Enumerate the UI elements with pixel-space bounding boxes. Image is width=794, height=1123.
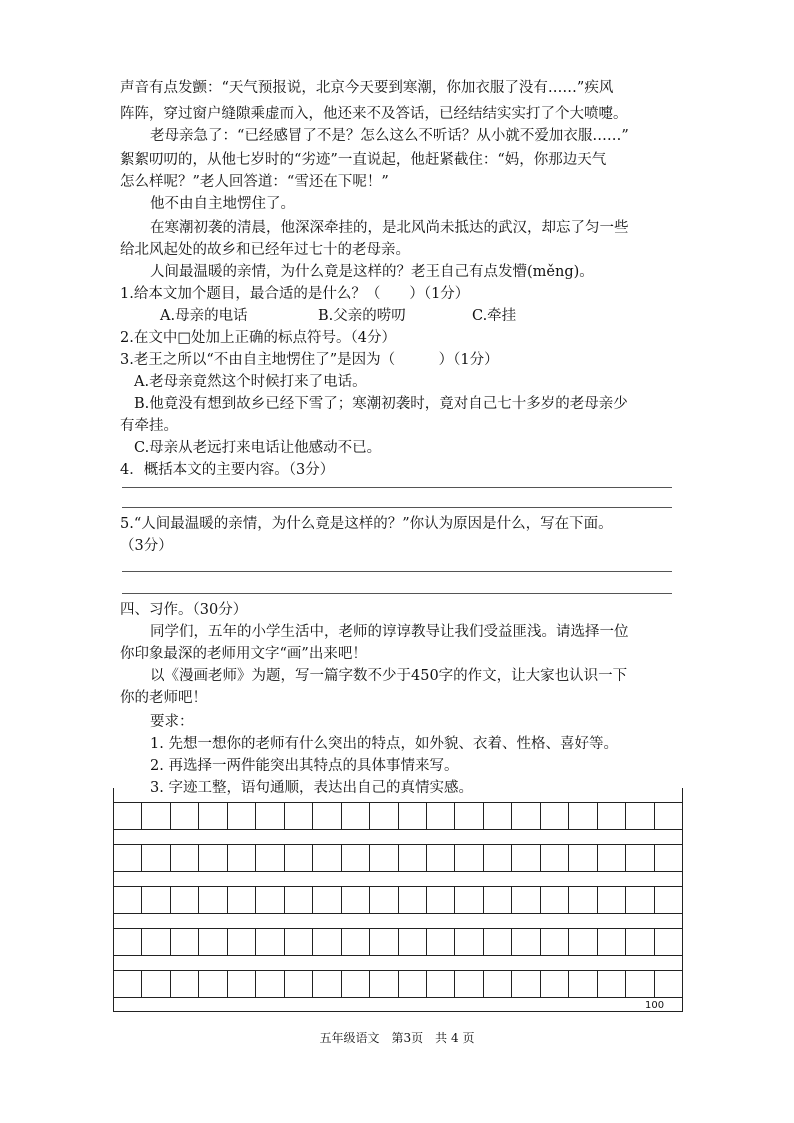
grid-cell[interactable]	[171, 971, 199, 997]
question-2: 2.在文中□处加上正确的标点符号。（4分）	[120, 330, 397, 346]
grid-row	[113, 844, 683, 872]
passage-line: 阵阵，穿过窗户缝隙乘虚而入，他还来不及答话，已经结结实实打了个大喷嚏。	[120, 106, 628, 122]
passage-line: 他不由自主地愣住了。	[150, 196, 295, 212]
grid-cell[interactable]	[342, 803, 370, 829]
grid-cell[interactable]	[114, 845, 142, 871]
grid-cell[interactable]	[512, 803, 540, 829]
grid-cell[interactable]	[598, 929, 626, 955]
grid-cell[interactable]	[370, 845, 398, 871]
grid-cell[interactable]	[626, 803, 654, 829]
grid-cell[interactable]	[199, 803, 227, 829]
question-1-option-c: C.牵挂	[472, 308, 517, 324]
grid-cell[interactable]	[399, 887, 427, 913]
passage-line: 在寒潮初袭的清晨，他深深牵挂的，是北风尚未抵达的武汉，却忘了匀一些	[150, 220, 629, 236]
grid-cell[interactable]	[427, 803, 455, 829]
grid-cell[interactable]	[484, 845, 512, 871]
word-count-marker: 100	[645, 1000, 665, 1011]
grid-cell[interactable]	[228, 929, 256, 955]
grid-cell[interactable]	[342, 929, 370, 955]
question-1: 1.给本文加个题目，最合适的是什么？（ ）（1分）	[120, 286, 470, 302]
grid-row-gap	[113, 830, 683, 844]
question-3: 3.老王之所以“不由自主地愣住了”是因为（ ）（1分）	[120, 352, 499, 368]
grid-cell[interactable]	[455, 971, 483, 997]
passage-line: 怎么样呢？”老人回答道：“雪还在下呢！”	[120, 174, 389, 190]
question-3-option-b: B.他竟没有想到故乡已经下雪了；寒潮初袭时，竟对自己七十多岁的老母亲少	[134, 396, 628, 412]
grid-cell[interactable]	[114, 929, 142, 955]
composition-intro: 同学们，五年的小学生活中，老师的谆谆教导让我们受益匪浅。请选择一位	[150, 624, 629, 640]
question-4: 4．概括本文的主要内容。（3分）	[120, 462, 335, 478]
grid-cell[interactable]	[427, 845, 455, 871]
grid-cell[interactable]	[142, 845, 170, 871]
grid-cell[interactable]	[285, 971, 313, 997]
grid-cell[interactable]	[512, 887, 540, 913]
grid-cell[interactable]	[199, 845, 227, 871]
requirement-item: 3. 字迹工整，语句通顺，表达出自己的真情实感。	[150, 780, 473, 796]
grid-cell[interactable]	[114, 803, 142, 829]
grid-row	[113, 886, 683, 914]
grid-cell[interactable]	[484, 803, 512, 829]
grid-cell[interactable]	[256, 971, 284, 997]
grid-cell[interactable]	[626, 845, 654, 871]
question-3-option-b-cont: 有牵挂。	[120, 418, 178, 434]
grid-cell[interactable]	[313, 929, 341, 955]
question-5-score: （3分）	[120, 538, 173, 554]
question-3-option-c: C.母亲从老远打来电话让他感动不已。	[134, 440, 382, 456]
grid-cell[interactable]	[313, 887, 341, 913]
grid-cell[interactable]	[655, 929, 682, 955]
question-5: 5.“人间最温暖的亲情，为什么竟是这样的？”你认为原因是什么，写在下面。	[120, 516, 613, 532]
grid-cell[interactable]	[285, 887, 313, 913]
grid-cell[interactable]	[427, 929, 455, 955]
grid-cell[interactable]	[399, 971, 427, 997]
page-footer: 五年级语文 第3页 共 4 页	[319, 1031, 475, 1045]
grid-cell[interactable]	[228, 845, 256, 871]
grid-cell[interactable]	[427, 971, 455, 997]
grid-cell[interactable]	[256, 929, 284, 955]
composition-intro: 以《漫画老师》为题，写一篇字数不少于450字的作文，让大家也认识一下	[150, 668, 628, 684]
grid-cell[interactable]	[114, 887, 142, 913]
grid-cell[interactable]	[569, 971, 597, 997]
grid-cell[interactable]	[285, 803, 313, 829]
grid-cell[interactable]	[598, 887, 626, 913]
grid-row-gap	[113, 872, 683, 886]
grid-cell[interactable]	[655, 887, 682, 913]
grid-cell[interactable]	[142, 971, 170, 997]
grid-cell[interactable]	[569, 803, 597, 829]
passage-line: 给北风起处的故乡和已经年过七十的老母亲。	[120, 242, 410, 258]
grid-cell[interactable]	[285, 929, 313, 955]
grid-cell[interactable]	[427, 887, 455, 913]
grid-cell[interactable]	[569, 887, 597, 913]
passage-line: 声音有点发颤：“天气预报说，北京今天要到寒潮，你加衣服了没有……”疾风	[120, 80, 614, 96]
grid-cell[interactable]	[313, 845, 341, 871]
grid-cell[interactable]	[199, 971, 227, 997]
grid-bottom-border	[113, 1011, 683, 1012]
grid-cell[interactable]	[512, 845, 540, 871]
grid-row	[113, 802, 683, 830]
grid-cell[interactable]	[569, 929, 597, 955]
grid-cell[interactable]	[342, 845, 370, 871]
grid-row-gap	[113, 914, 683, 928]
question-3-option-a: A.老母亲竟然这个时候打来了电话。	[134, 374, 367, 390]
grid-cell[interactable]	[484, 971, 512, 997]
grid-row	[113, 928, 683, 956]
grid-row-gap	[113, 788, 683, 802]
grid-cell[interactable]	[142, 887, 170, 913]
grid-cell[interactable]	[455, 887, 483, 913]
question-1-option-a: A.母亲的电话	[160, 308, 248, 324]
answer-line[interactable]	[122, 487, 672, 488]
answer-line[interactable]	[122, 571, 672, 572]
requirement-item: 2. 再选择一两件能突出其特点的具体事情来写。	[150, 758, 459, 774]
grid-cell[interactable]	[313, 803, 341, 829]
grid-cell[interactable]	[256, 845, 284, 871]
grid-cell[interactable]	[114, 971, 142, 997]
grid-cell[interactable]	[399, 929, 427, 955]
section-heading: 四、习作。（30分）	[120, 602, 248, 618]
grid-cell[interactable]	[655, 803, 682, 829]
grid-cell[interactable]	[256, 803, 284, 829]
composition-intro: 你的老师吧！	[120, 690, 207, 706]
grid-cell[interactable]	[626, 971, 654, 997]
grid-cell[interactable]	[455, 845, 483, 871]
grid-cell[interactable]	[370, 971, 398, 997]
passage-line: 人间最温暖的亲情，为什么竟是这样的？老王自己有点发懵(měng)。	[150, 264, 594, 280]
grid-cell[interactable]	[228, 803, 256, 829]
grid-cell[interactable]	[541, 929, 569, 955]
grid-row	[113, 970, 683, 998]
grid-cell[interactable]	[171, 803, 199, 829]
grid-cell[interactable]	[256, 887, 284, 913]
answer-line[interactable]	[122, 507, 672, 508]
grid-cell[interactable]	[342, 887, 370, 913]
passage-line: 絮絮叨叨的，从他七岁时的“劣迹”一直说起，他赶紧截住：“妈，你那边天气	[120, 152, 607, 168]
grid-cell[interactable]	[199, 929, 227, 955]
grid-cell[interactable]	[541, 845, 569, 871]
grid-row-gap	[113, 998, 683, 1012]
grid-cell[interactable]	[569, 845, 597, 871]
grid-cell[interactable]	[512, 929, 540, 955]
requirements-title: 要求：	[150, 714, 194, 730]
grid-cell[interactable]	[541, 803, 569, 829]
passage-line: 老母亲急了：“已经感冒了不是？怎么这么不听话？从小就不爱加衣服……”	[150, 128, 629, 144]
grid-cell[interactable]	[598, 803, 626, 829]
grid-cell[interactable]	[655, 971, 682, 997]
grid-cell[interactable]	[171, 887, 199, 913]
grid-cell[interactable]	[142, 929, 170, 955]
grid-cell[interactable]	[399, 803, 427, 829]
grid-cell[interactable]	[228, 887, 256, 913]
grid-cell[interactable]	[313, 971, 341, 997]
grid-cell[interactable]	[484, 929, 512, 955]
requirement-item: 1. 先想一想你的老师有什么突出的特点，如外貌、衣着、性格、喜好等。	[150, 736, 618, 752]
grid-cell[interactable]	[655, 845, 682, 871]
grid-cell[interactable]	[142, 803, 170, 829]
grid-cell[interactable]	[541, 887, 569, 913]
grid-cell[interactable]	[342, 971, 370, 997]
grid-cell[interactable]	[171, 929, 199, 955]
grid-cell[interactable]	[598, 845, 626, 871]
grid-cell[interactable]	[455, 803, 483, 829]
grid-cell[interactable]	[370, 929, 398, 955]
composition-grid[interactable]	[113, 788, 683, 1011]
grid-row-gap	[113, 956, 683, 970]
grid-cell[interactable]	[598, 971, 626, 997]
grid-cell[interactable]	[541, 971, 569, 997]
grid-cell[interactable]	[370, 887, 398, 913]
question-1-option-b: B.父亲的唠叨	[318, 308, 406, 324]
grid-cell[interactable]	[199, 887, 227, 913]
grid-cell[interactable]	[228, 971, 256, 997]
grid-cell[interactable]	[484, 887, 512, 913]
grid-cell[interactable]	[285, 845, 313, 871]
answer-line[interactable]	[122, 593, 672, 594]
composition-intro: 你印象最深的老师用文字“画”出来吧！	[120, 646, 367, 662]
grid-cell[interactable]	[171, 845, 199, 871]
grid-cell[interactable]	[455, 929, 483, 955]
grid-cell[interactable]	[399, 845, 427, 871]
grid-cell[interactable]	[626, 887, 654, 913]
grid-cell[interactable]	[626, 929, 654, 955]
grid-cell[interactable]	[512, 971, 540, 997]
grid-cell[interactable]	[370, 803, 398, 829]
